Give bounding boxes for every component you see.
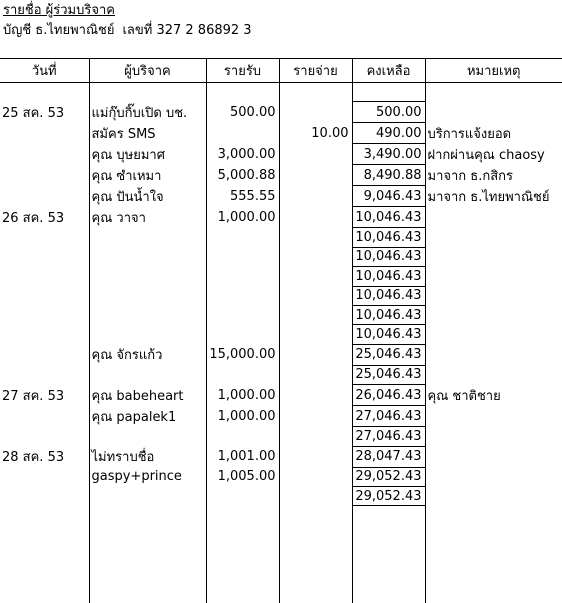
table-row: [0, 247, 562, 266]
note-cell[interactable]: [425, 446, 562, 467]
income-cell[interactable]: 1,000.00: [206, 207, 279, 228]
balance-cell[interactable]: 10,046.43: [352, 305, 425, 324]
expense-cell[interactable]: [279, 305, 352, 324]
expense-cell[interactable]: [279, 83, 352, 102]
income-cell[interactable]: [206, 525, 279, 544]
income-cell[interactable]: [206, 286, 279, 305]
expense-cell[interactable]: [279, 365, 352, 384]
balance-cell[interactable]: 25,046.43: [352, 365, 425, 384]
note-cell[interactable]: [425, 506, 562, 525]
date-cell[interactable]: [0, 583, 89, 602]
table-row: [0, 83, 562, 102]
expense-cell[interactable]: [279, 325, 352, 344]
donor-cell[interactable]: [89, 267, 206, 286]
note-cell[interactable]: [425, 102, 562, 123]
date-cell[interactable]: [0, 506, 89, 525]
donor-cell[interactable]: [89, 427, 206, 446]
note-cell[interactable]: [425, 545, 562, 564]
donor-cell[interactable]: [89, 228, 206, 247]
balance-cell[interactable]: 26,046.43: [352, 385, 425, 406]
date-cell[interactable]: [0, 228, 89, 247]
date-cell[interactable]: 28 สค. 53: [0, 446, 89, 467]
table-row: [0, 446, 562, 467]
expense-cell[interactable]: [279, 286, 352, 305]
income-cell[interactable]: 1,001.00: [206, 446, 279, 467]
balance-cell[interactable]: 3,490.00: [352, 144, 425, 165]
note-cell[interactable]: [425, 467, 562, 486]
balance-cell[interactable]: [352, 564, 425, 583]
table-row: [0, 286, 562, 305]
note-cell[interactable]: [425, 525, 562, 544]
income-cell[interactable]: [206, 486, 279, 505]
balance-cell[interactable]: 29,052.43: [352, 467, 425, 486]
income-cell[interactable]: [206, 564, 279, 583]
date-cell[interactable]: [0, 564, 89, 583]
date-cell[interactable]: [0, 165, 89, 186]
date-cell[interactable]: [0, 427, 89, 446]
balance-cell[interactable]: 500.00: [352, 102, 425, 123]
donor-cell[interactable]: [89, 525, 206, 544]
header-note[interactable]: หมายเหตุ: [425, 59, 562, 83]
expense-cell[interactable]: 10.00: [279, 123, 352, 144]
balance-cell[interactable]: 10,046.43: [352, 207, 425, 228]
donor-cell[interactable]: คุณ วาจา: [89, 207, 206, 228]
expense-cell[interactable]: [279, 267, 352, 286]
balance-cell[interactable]: 490.00: [352, 123, 425, 144]
sheet-title: รายชื่อ ผู้ร่วมบริจาค: [3, 3, 115, 18]
expense-cell[interactable]: [279, 186, 352, 207]
note-cell[interactable]: [425, 486, 562, 505]
income-cell[interactable]: 555.55: [206, 186, 279, 207]
date-cell[interactable]: [0, 486, 89, 505]
table-row: [0, 525, 562, 544]
expense-cell[interactable]: [279, 228, 352, 247]
donor-cell[interactable]: [89, 305, 206, 324]
date-cell[interactable]: [0, 305, 89, 324]
table-row: [0, 467, 562, 486]
note-cell[interactable]: [425, 207, 562, 228]
date-cell[interactable]: [0, 186, 89, 207]
table-row: [0, 583, 562, 602]
income-cell[interactable]: [206, 506, 279, 525]
date-cell[interactable]: 26 สค. 53: [0, 207, 89, 228]
header-date[interactable]: วันที่: [0, 59, 89, 83]
income-cell[interactable]: [206, 267, 279, 286]
table-row: [0, 207, 562, 228]
note-cell[interactable]: มาจาก ธ.ไทยพาณิชย์: [425, 186, 562, 207]
income-cell[interactable]: [206, 365, 279, 384]
donor-cell[interactable]: แม่กุ๊บกิ๊บเปิด บช.: [89, 102, 206, 123]
income-cell[interactable]: [206, 427, 279, 446]
income-cell[interactable]: [206, 305, 279, 324]
table-row: [0, 564, 562, 583]
balance-cell[interactable]: 10,046.43: [352, 228, 425, 247]
table-row: [0, 165, 562, 186]
balance-cell[interactable]: [352, 506, 425, 525]
note-cell[interactable]: [425, 247, 562, 266]
table-body: [0, 83, 562, 603]
table-row: [0, 186, 562, 207]
note-cell[interactable]: [425, 344, 562, 365]
table-row: [0, 385, 562, 406]
expense-cell[interactable]: [279, 385, 352, 406]
expense-cell[interactable]: [279, 564, 352, 583]
table-row: [0, 365, 562, 384]
date-cell[interactable]: [0, 123, 89, 144]
income-cell[interactable]: [206, 123, 279, 144]
date-cell[interactable]: [0, 467, 89, 486]
balance-cell[interactable]: 8,490.88: [352, 165, 425, 186]
income-cell[interactable]: 5,000.88: [206, 165, 279, 186]
expense-cell[interactable]: [279, 102, 352, 123]
expense-cell[interactable]: [279, 467, 352, 486]
donor-cell[interactable]: [89, 365, 206, 384]
date-cell[interactable]: [0, 406, 89, 427]
donor-cell[interactable]: [89, 506, 206, 525]
donor-cell[interactable]: คุณ ปันน้ำใจ: [89, 186, 206, 207]
balance-cell[interactable]: 29,052.43: [352, 486, 425, 505]
donor-cell[interactable]: คุณ จักรแก้ว: [89, 344, 206, 365]
date-cell[interactable]: [0, 83, 89, 102]
date-cell[interactable]: [0, 545, 89, 564]
donor-cell[interactable]: [89, 286, 206, 305]
table-row: [0, 267, 562, 286]
table-row: [0, 123, 562, 144]
income-cell[interactable]: [206, 247, 279, 266]
date-cell[interactable]: [0, 325, 89, 344]
balance-cell[interactable]: 10,046.43: [352, 325, 425, 344]
expense-cell[interactable]: [279, 207, 352, 228]
table-row: [0, 545, 562, 564]
date-cell[interactable]: [0, 525, 89, 544]
table-row: [0, 102, 562, 123]
expense-cell[interactable]: [279, 506, 352, 525]
note-cell[interactable]: คุณ ชาติชาย: [425, 385, 562, 406]
expense-cell[interactable]: [279, 525, 352, 544]
balance-cell[interactable]: 27,046.43: [352, 427, 425, 446]
expense-cell[interactable]: [279, 344, 352, 365]
account-number-label: เลขที่ 327 2 86892 3: [122, 23, 252, 38]
note-cell[interactable]: [425, 406, 562, 427]
date-cell[interactable]: [0, 247, 89, 266]
note-cell[interactable]: [425, 325, 562, 344]
expense-cell[interactable]: [279, 446, 352, 467]
expense-cell[interactable]: [279, 545, 352, 564]
note-cell[interactable]: [425, 365, 562, 384]
table-row: [0, 144, 562, 165]
note-cell[interactable]: ฝากผ่านคุณ chaosy: [425, 144, 562, 165]
expense-cell[interactable]: [279, 583, 352, 602]
income-cell[interactable]: [206, 325, 279, 344]
expense-cell[interactable]: [279, 406, 352, 427]
note-cell[interactable]: [425, 583, 562, 602]
table-row: [0, 305, 562, 324]
expense-cell[interactable]: [279, 427, 352, 446]
balance-cell[interactable]: 10,046.43: [352, 267, 425, 286]
donor-cell[interactable]: [89, 564, 206, 583]
header-balance[interactable]: คงเหลือ: [352, 59, 425, 83]
note-cell[interactable]: มาจาก ธ.กสิกร: [425, 165, 562, 186]
balance-cell[interactable]: [352, 583, 425, 602]
donor-cell[interactable]: สมัคร SMS: [89, 123, 206, 144]
balance-cell[interactable]: [352, 83, 425, 102]
balance-cell[interactable]: 28,047.43: [352, 446, 425, 467]
income-cell[interactable]: 1,005.00: [206, 467, 279, 486]
balance-cell[interactable]: 25,046.43: [352, 344, 425, 365]
date-cell[interactable]: [0, 267, 89, 286]
note-cell[interactable]: [425, 427, 562, 446]
donor-cell[interactable]: gaspy+prince: [89, 467, 206, 486]
donor-cell[interactable]: คุณ babeheart: [89, 385, 206, 406]
expense-cell[interactable]: [279, 486, 352, 505]
donor-cell[interactable]: [89, 247, 206, 266]
donor-cell[interactable]: คุณ papalek1: [89, 406, 206, 427]
expense-cell[interactable]: [279, 144, 352, 165]
donor-cell[interactable]: [89, 83, 206, 102]
note-cell[interactable]: [425, 286, 562, 305]
note-cell[interactable]: [425, 83, 562, 102]
header-donor[interactable]: ผู้บริจาค: [89, 59, 206, 83]
income-cell[interactable]: [206, 228, 279, 247]
note-cell[interactable]: [425, 564, 562, 583]
balance-cell[interactable]: 10,046.43: [352, 247, 425, 266]
donor-cell[interactable]: [89, 545, 206, 564]
income-cell[interactable]: 3,000.00: [206, 144, 279, 165]
balance-cell[interactable]: 9,046.43: [352, 186, 425, 207]
income-cell[interactable]: 15,000.00: [206, 344, 279, 365]
expense-cell[interactable]: [279, 165, 352, 186]
header-expense[interactable]: รายจ่าย: [279, 59, 352, 83]
account-bank-label: บัญชี ธ.ไทยพาณิชย์: [3, 23, 115, 38]
donor-cell[interactable]: [89, 325, 206, 344]
date-cell[interactable]: [0, 365, 89, 384]
balance-cell[interactable]: [352, 545, 425, 564]
note-cell[interactable]: [425, 267, 562, 286]
donor-cell[interactable]: คุณ ซำเหมา: [89, 165, 206, 186]
income-cell[interactable]: [206, 545, 279, 564]
note-cell[interactable]: [425, 228, 562, 247]
expense-cell[interactable]: [279, 247, 352, 266]
note-cell[interactable]: [425, 305, 562, 324]
donor-cell[interactable]: ไม่ทราบชื่อ: [89, 446, 206, 467]
date-cell[interactable]: [0, 344, 89, 365]
table-row: [0, 344, 562, 365]
account-line: [0, 21, 562, 40]
table-row: [0, 427, 562, 446]
date-cell[interactable]: 27 สค. 53: [0, 385, 89, 406]
income-cell[interactable]: [206, 583, 279, 602]
table-row: [0, 406, 562, 427]
table-row: [0, 486, 562, 505]
donor-cell[interactable]: [89, 583, 206, 602]
date-cell[interactable]: [0, 144, 89, 165]
header-income[interactable]: รายรับ: [206, 59, 279, 83]
balance-cell[interactable]: [352, 525, 425, 544]
balance-cell[interactable]: 10,046.43: [352, 286, 425, 305]
donation-table: [0, 58, 562, 603]
income-cell[interactable]: 1,000.00: [206, 385, 279, 406]
table-row: [0, 506, 562, 525]
table-header-row: [0, 59, 562, 83]
donor-cell[interactable]: [89, 486, 206, 505]
balance-cell[interactable]: 27,046.43: [352, 406, 425, 427]
table-row: [0, 228, 562, 247]
donor-cell[interactable]: คุณ บุษยมาศ: [89, 144, 206, 165]
note-cell[interactable]: บริการแจ้งยอด: [425, 123, 562, 144]
income-cell[interactable]: 1,000.00: [206, 406, 279, 427]
income-cell[interactable]: 500.00: [206, 102, 279, 123]
date-cell[interactable]: 25 สค. 53: [0, 102, 89, 123]
table-row: [0, 325, 562, 344]
income-cell[interactable]: [206, 83, 279, 102]
date-cell[interactable]: [0, 286, 89, 305]
